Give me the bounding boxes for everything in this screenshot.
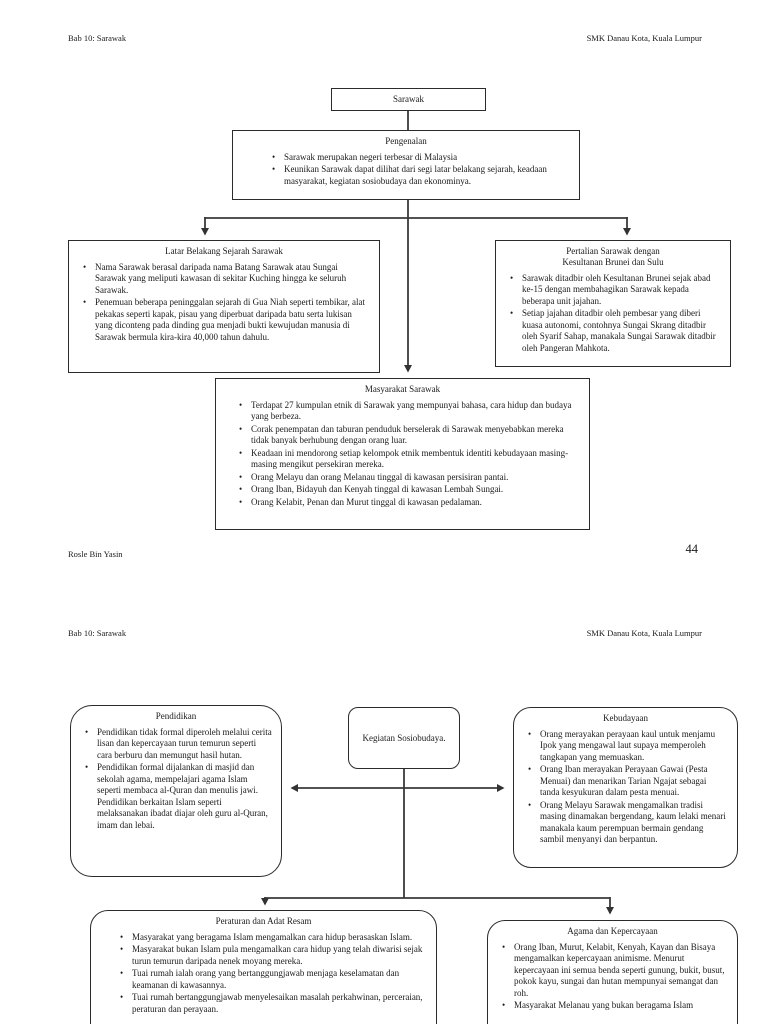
bullet-item: • Tuai rumah ialah orang yang bertanggungjawab menjaga keselamatan dan keamanan di kawasannya. (119, 968, 427, 991)
box-title: Masyarakat Sarawak (364, 384, 441, 394)
box-title: Latar Belakang Sejarah Sarawak (165, 246, 283, 256)
box-masyarakat (215, 378, 590, 530)
box-title: Pendidikan (155, 711, 197, 721)
bullet-list (488, 939, 737, 1017)
footer-page-number: 44 (685, 542, 698, 556)
box-pendidikan (70, 705, 282, 877)
box-peraturan-adat-resam (90, 910, 437, 1024)
bullet-list (71, 724, 281, 837)
box-pertalian (495, 240, 731, 367)
bullet-item: • Tuai rumah bertanggungjawab menyelesaikan masalah perkahwinan, perceraian, peraturan dan perayaan. (119, 992, 427, 1015)
bullet-list (216, 397, 589, 514)
bullet-item: • Penemuan beberapa peninggalan sejarah di Gua Niah seperti tembikar, alat pekakas seperti kapak, pisau yang diperbuat daripada batu serta lukisan yang diconteng pada dinding gua menjadi bukti kewujudan manusia di Sarawak bermula kira-kira 40,000 tahun dahulu. (82, 297, 370, 343)
bullet-item: • Terdapat 27 kumpulan etnik di Sarawak yang mempunyai bahasa, cara hidup dan budaya yang berbeza. (238, 400, 580, 423)
bullet-item: • Pendidikan formal dijalankan di masjid dan sekolah agama, mempelajari agama Islam seperti membaca al-Quran dan menulis jawi. Pendidikan berkaitan Islam seperti melaksanakan ibadat diajar oleh guru al-Quran, imam dan lebai. (84, 762, 272, 831)
box-kegiatan-sosiobudaya (348, 707, 460, 769)
box-latar-belakang (68, 240, 380, 373)
bullet-item: • Keunikan Sarawak dapat dilihat dari segi latar belakang sejarah, keadaan masyarakat, kegiatan sosiobudaya dan ekonominya. (271, 164, 565, 187)
bullet-item: • Orang Iban, Murut, Kelabit, Kenyah, Kayan dan Bisaya mengamalkan kepercayaan animisme. Menurut kepercayaan ini semua benda seperti gunung, bukit, busut, pokok kayu, sungai dan hutan mempunyai semangat dan roh. (501, 942, 728, 1000)
header-chapter-label: Bab 10: Sarawak (68, 628, 127, 638)
bullet-item: • Sarawak merupakan negeri terbesar di Malaysia (271, 152, 565, 164)
bullet-item: • Setiap jajahan ditadbir oleh pembesar yang diberi kuasa autonomi, contohnya Sungai Skrang ditadbir oleh Syarif Sahap, manakala Sungai Sarawak ditadbir oleh Pangeran Mahkota. (509, 308, 721, 354)
box-sarawak-root (331, 88, 486, 111)
bullet-item: • Masyarakat bukan Islam pula mengamalkan cara hidup yang telah diwarisi sejak turun temurun daripada nenek moyang mereka. (119, 944, 427, 967)
box-title: Sarawak (393, 94, 424, 105)
bullet-list (91, 929, 436, 1021)
bullet-item: • Orang Melayu dan orang Melanau tinggal di kawasan persisiran pantai. (238, 472, 580, 484)
bullet-item: • Orang Kelabit, Penan dan Murut tinggal di kawasan pedalaman. (238, 497, 580, 509)
page2-header (68, 628, 702, 638)
bullet-list (69, 259, 379, 349)
box-title: Kegiatan Sosiobudaya. (362, 732, 446, 743)
box-agama-kepercayaan (487, 920, 738, 1024)
box-title: Pengenalan (385, 136, 427, 146)
box-pengenalan (232, 130, 580, 200)
bullet-item: • Orang merayakan perayaan kaul untuk menjamu Ipok yang mengawal laut supaya memperoleh tangkapan yang memuaskan. (527, 729, 728, 764)
box-kebudayaan (513, 707, 738, 868)
bullet-item: • Orang Melayu Sarawak mengamalkan tradisi masing dinamakan bergendang, kaum lelaki menari manakala kaum perempuan bermain gendang sambil menyanyi dan berpantun. (527, 800, 728, 846)
bullet-item: • Masyarakat yang beragama Islam mengamalkan cara hidup berasaskan Islam. (119, 932, 427, 944)
bullet-list (496, 270, 730, 360)
bullet-item: • Orang Iban, Bidayuh dan Kenyah tinggal di kawasan Lembah Sungai. (238, 484, 580, 496)
bullet-item: • Pendidikan tidak formal diperoleh melalui cerita lisan dan kepercayaan turun temurun seperti cara berburu dan memungut hasil hutan. (84, 727, 272, 762)
page1-header (68, 33, 702, 43)
box-title: Agama dan Kepercayaan (567, 926, 658, 936)
bullet-item: • Keadaan ini mendorong setiap kelompok etnik membentuk identiti kebudayaan masing-masing mengikut persekiran mereka. (238, 448, 580, 471)
bullet-item: • Sarawak ditadbir oleh Kesultanan Brunei sejak abad ke-15 dengan membahagikan Sarawak kepada beberapa unit jajahan. (509, 273, 721, 308)
bullet-item: • Masyarakat Melanau yang bukan beragama Islam (501, 1000, 728, 1012)
bullet-item: • Orang Iban merayakan Perayaan Gawai (Pesta Menuai) dan menarikan Tarian Ngajat sebagai tanda kesyukuran dalam pesta menuai. (527, 764, 728, 799)
bullet-list (233, 149, 579, 193)
footer-author: Rosle Bin Yasin (68, 549, 123, 559)
header-chapter-label: Bab 10: Sarawak (68, 33, 127, 43)
header-school-label: SMK Danau Kota, Kuala Lumpur (586, 628, 702, 638)
header-school-label: SMK Danau Kota, Kuala Lumpur (586, 33, 702, 43)
bullet-list (514, 726, 737, 851)
bullet-item: • Nama Sarawak berasal daripada nama Batang Sarawak atau Sungai Sarawak yang meliputi kawasan di sekitar Kuching hingga ke seluruh Sarawak. (82, 262, 370, 297)
box-title: Peraturan dan Adat Resam (215, 916, 312, 926)
bullet-item: • Corak penempatan dan taburan penduduk berselerak di Sarawak menyebabkan mereka tidak banyak berhubung dengan orang luar. (238, 424, 580, 447)
box-title: Kebudayaan (603, 713, 648, 723)
box-title: Pertalian Sarawak dengan Kesultanan Brunei dan Sulu (562, 246, 664, 267)
